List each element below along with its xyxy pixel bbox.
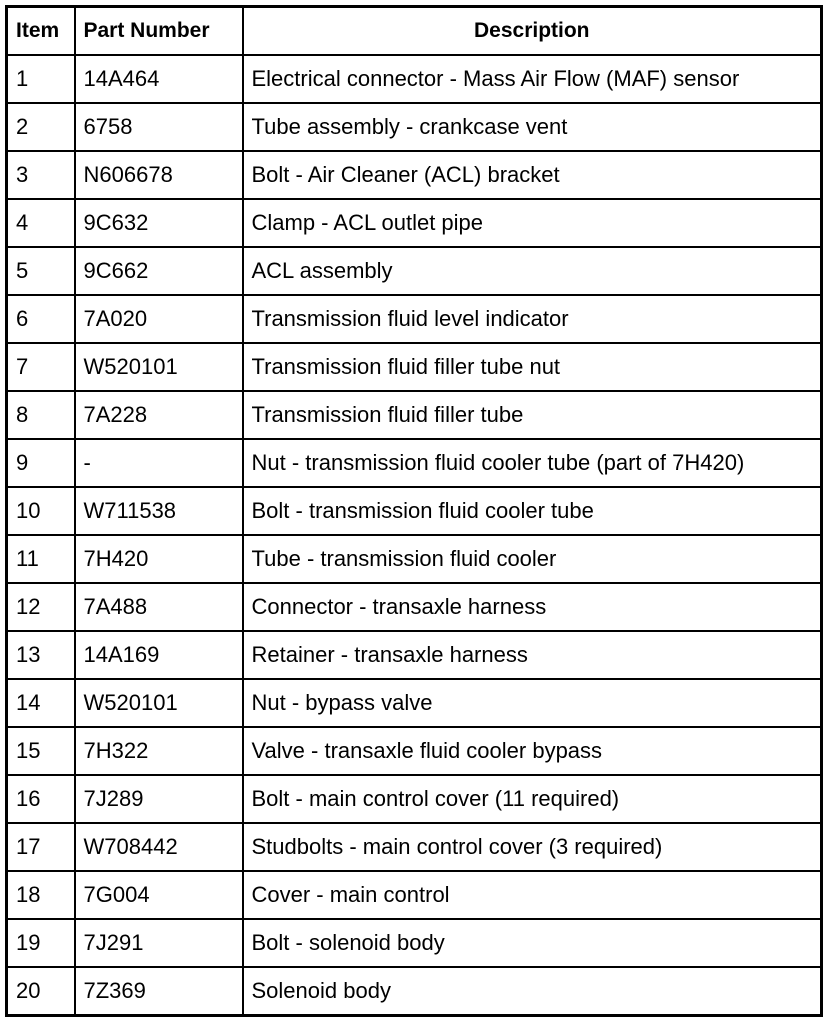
table-row bbox=[7, 391, 822, 439]
cell-part-number: 7A488 bbox=[75, 583, 243, 631]
table-row bbox=[7, 247, 822, 295]
cell-item: 7 bbox=[7, 343, 75, 391]
cell-item: 9 bbox=[7, 439, 75, 487]
table-row bbox=[7, 535, 822, 583]
cell-part-number: 7G004 bbox=[75, 871, 243, 919]
cell-item: 5 bbox=[7, 247, 75, 295]
cell-item: 20 bbox=[7, 967, 75, 1016]
table-row bbox=[7, 199, 822, 247]
table-row bbox=[7, 631, 822, 679]
table-row bbox=[7, 55, 822, 103]
cell-description: Connector - transaxle harness bbox=[243, 583, 822, 631]
table-row bbox=[7, 679, 822, 727]
cell-item: 1 bbox=[7, 55, 75, 103]
table-row bbox=[7, 775, 822, 823]
header-description: Description bbox=[243, 7, 822, 56]
cell-item: 13 bbox=[7, 631, 75, 679]
cell-description: ACL assembly bbox=[243, 247, 822, 295]
cell-item: 3 bbox=[7, 151, 75, 199]
cell-item: 12 bbox=[7, 583, 75, 631]
cell-item: 4 bbox=[7, 199, 75, 247]
cell-item: 14 bbox=[7, 679, 75, 727]
cell-part-number: 7H420 bbox=[75, 535, 243, 583]
cell-part-number: 7J289 bbox=[75, 775, 243, 823]
cell-part-number: - bbox=[75, 439, 243, 487]
cell-part-number: 7H322 bbox=[75, 727, 243, 775]
cell-description: Transmission fluid filler tube bbox=[243, 391, 822, 439]
cell-description: Nut - bypass valve bbox=[243, 679, 822, 727]
cell-item: 6 bbox=[7, 295, 75, 343]
table-row bbox=[7, 295, 822, 343]
cell-item: 11 bbox=[7, 535, 75, 583]
cell-part-number: W520101 bbox=[75, 343, 243, 391]
cell-description: Tube assembly - crankcase vent bbox=[243, 103, 822, 151]
cell-part-number: 9C662 bbox=[75, 247, 243, 295]
table-row bbox=[7, 343, 822, 391]
table-header bbox=[7, 7, 822, 56]
cell-item: 17 bbox=[7, 823, 75, 871]
cell-description: Clamp - ACL outlet pipe bbox=[243, 199, 822, 247]
cell-part-number: 7Z369 bbox=[75, 967, 243, 1016]
cell-part-number: 7A228 bbox=[75, 391, 243, 439]
cell-description: Valve - transaxle fluid cooler bypass bbox=[243, 727, 822, 775]
header-item: Item bbox=[7, 7, 75, 56]
table-row bbox=[7, 439, 822, 487]
parts-table bbox=[5, 5, 823, 1017]
cell-item: 10 bbox=[7, 487, 75, 535]
header-row bbox=[7, 7, 822, 56]
cell-description: Transmission fluid filler tube nut bbox=[243, 343, 822, 391]
cell-description: Studbolts - main control cover (3 required) bbox=[243, 823, 822, 871]
cell-item: 19 bbox=[7, 919, 75, 967]
table-row bbox=[7, 871, 822, 919]
cell-description: Tube - transmission fluid cooler bbox=[243, 535, 822, 583]
table-row bbox=[7, 151, 822, 199]
cell-description: Cover - main control bbox=[243, 871, 822, 919]
table-row bbox=[7, 967, 822, 1016]
cell-description: Retainer - transaxle harness bbox=[243, 631, 822, 679]
cell-part-number: W520101 bbox=[75, 679, 243, 727]
table-row bbox=[7, 487, 822, 535]
cell-item: 8 bbox=[7, 391, 75, 439]
cell-description: Bolt - Air Cleaner (ACL) bracket bbox=[243, 151, 822, 199]
table-row bbox=[7, 583, 822, 631]
table-body bbox=[7, 55, 822, 1016]
cell-description: Bolt - transmission fluid cooler tube bbox=[243, 487, 822, 535]
cell-description: Solenoid body bbox=[243, 967, 822, 1016]
cell-item: 16 bbox=[7, 775, 75, 823]
table-row bbox=[7, 103, 822, 151]
cell-item: 2 bbox=[7, 103, 75, 151]
table-row bbox=[7, 727, 822, 775]
cell-part-number: W711538 bbox=[75, 487, 243, 535]
cell-part-number: 6758 bbox=[75, 103, 243, 151]
cell-part-number: 7A020 bbox=[75, 295, 243, 343]
cell-item: 18 bbox=[7, 871, 75, 919]
cell-part-number: W708442 bbox=[75, 823, 243, 871]
header-part-number: Part Number bbox=[75, 7, 243, 56]
cell-part-number: N606678 bbox=[75, 151, 243, 199]
cell-part-number: 14A169 bbox=[75, 631, 243, 679]
cell-description: Electrical connector - Mass Air Flow (MAF) sensor bbox=[243, 55, 822, 103]
cell-item: 15 bbox=[7, 727, 75, 775]
cell-part-number: 7J291 bbox=[75, 919, 243, 967]
table-row bbox=[7, 919, 822, 967]
cell-description: Transmission fluid level indicator bbox=[243, 295, 822, 343]
cell-part-number: 9C632 bbox=[75, 199, 243, 247]
cell-description: Bolt - solenoid body bbox=[243, 919, 822, 967]
table-row bbox=[7, 823, 822, 871]
cell-part-number: 14A464 bbox=[75, 55, 243, 103]
cell-description: Nut - transmission fluid cooler tube (part of 7H420) bbox=[243, 439, 822, 487]
cell-description: Bolt - main control cover (11 required) bbox=[243, 775, 822, 823]
